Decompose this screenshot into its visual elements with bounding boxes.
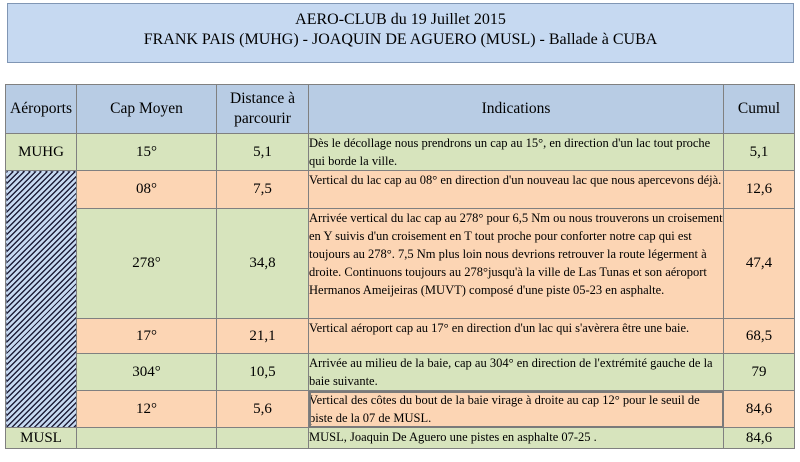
col-header-cap[interactable]: Cap Moyen <box>77 85 217 134</box>
cumul-cell[interactable]: 79 <box>724 354 795 391</box>
table-row <box>6 319 795 354</box>
indication-cell[interactable]: Arrivée au milieu de la baie, cap au 304° en direction de l'extrémité gauche de la baie suivante. <box>309 354 724 391</box>
distance-cell[interactable]: 7,5 <box>217 171 309 209</box>
col-header-distance-line1: Distance à <box>230 90 295 107</box>
distance-cell[interactable]: 34,8 <box>217 209 309 319</box>
table-row <box>6 209 795 319</box>
cap-cell[interactable]: 17° <box>77 319 217 354</box>
indication-cell[interactable]: MUSL, Joaquin De Aguero une pistes en asphalte 07-25 . <box>309 428 724 449</box>
cap-cell[interactable] <box>77 428 217 449</box>
cumul-cell[interactable]: 68,5 <box>724 319 795 354</box>
table-header-row <box>6 85 795 134</box>
route-table <box>5 84 795 449</box>
cumul-cell[interactable]: 84,6 <box>724 428 795 449</box>
airport-cell[interactable]: MUHG <box>6 134 77 171</box>
col-header-distance-line2: parcourir <box>234 110 291 127</box>
header-title: AERO-CLUB du 19 Juillet 2015 <box>295 11 506 28</box>
airport-cell[interactable]: MUSL <box>6 428 77 449</box>
cap-cell[interactable]: 304° <box>77 354 217 391</box>
airport-cell-hatched[interactable] <box>6 171 77 428</box>
distance-cell[interactable]: 5,6 <box>217 391 309 428</box>
indication-cell[interactable]: Arrivée vertical du lac cap au 278° pour 6,5 Nm ou nous trouverons un croisement en Y suivis d'un croisement en T tout proche pour conforter notre cap qui est toujours au 278°. 7,5 Nm plus loin nous devrions retrouver la route légerment à droite. Continuons toujours au 278°jusqu'à la ville de Las Tunas et son aéroport Hermanos Ameijeiras (MUVT) composé d'une piste 05-23 en asphalte. <box>309 209 724 319</box>
table-row <box>6 391 795 428</box>
col-header-distance[interactable] <box>217 85 309 134</box>
indication-cell[interactable]: Vertical aéroport cap au 17° en direction d'un lac qui s'avèrera être une baie. <box>309 319 724 354</box>
cap-cell[interactable]: 12° <box>77 391 217 428</box>
distance-cell[interactable]: 21,1 <box>217 319 309 354</box>
col-header-indications[interactable]: Indications <box>309 85 724 134</box>
distance-cell[interactable] <box>217 428 309 449</box>
cumul-cell[interactable]: 47,4 <box>724 209 795 319</box>
col-header-aeroports[interactable]: Aéroports <box>6 85 77 134</box>
cumul-cell[interactable]: 84,6 <box>724 391 795 428</box>
page-header <box>7 3 794 63</box>
indication-cell[interactable]: Vertical du lac cap au 08° en direction d'un nouveau lac que nous apercevons déjà. <box>309 171 724 209</box>
indication-cell-selected[interactable]: Vertical des côtes du bout de la baie virage à droite au cap 12° pour le seuil de piste de la 07 de MUSL. <box>309 391 724 428</box>
table-row <box>6 171 795 209</box>
table-row <box>6 428 795 449</box>
col-header-cumul[interactable]: Cumul <box>724 85 795 134</box>
cap-cell[interactable]: 15° <box>77 134 217 171</box>
indication-cell[interactable]: Dès le décollage nous prendrons un cap au 15°, en direction d'un lac tout proche qui borde la ville. <box>309 134 724 171</box>
cumul-cell[interactable]: 12,6 <box>724 171 795 209</box>
cap-cell[interactable]: 278° <box>77 209 217 319</box>
table-row <box>6 354 795 391</box>
cap-cell[interactable]: 08° <box>77 171 217 209</box>
header-route: FRANK PAIS (MUHG) - JOAQUIN DE AGUERO (MUSL) - Ballade à CUBA <box>143 31 658 48</box>
distance-cell[interactable]: 5,1 <box>217 134 309 171</box>
cumul-cell[interactable]: 5,1 <box>724 134 795 171</box>
distance-cell[interactable]: 10,5 <box>217 354 309 391</box>
table-row <box>6 134 795 171</box>
